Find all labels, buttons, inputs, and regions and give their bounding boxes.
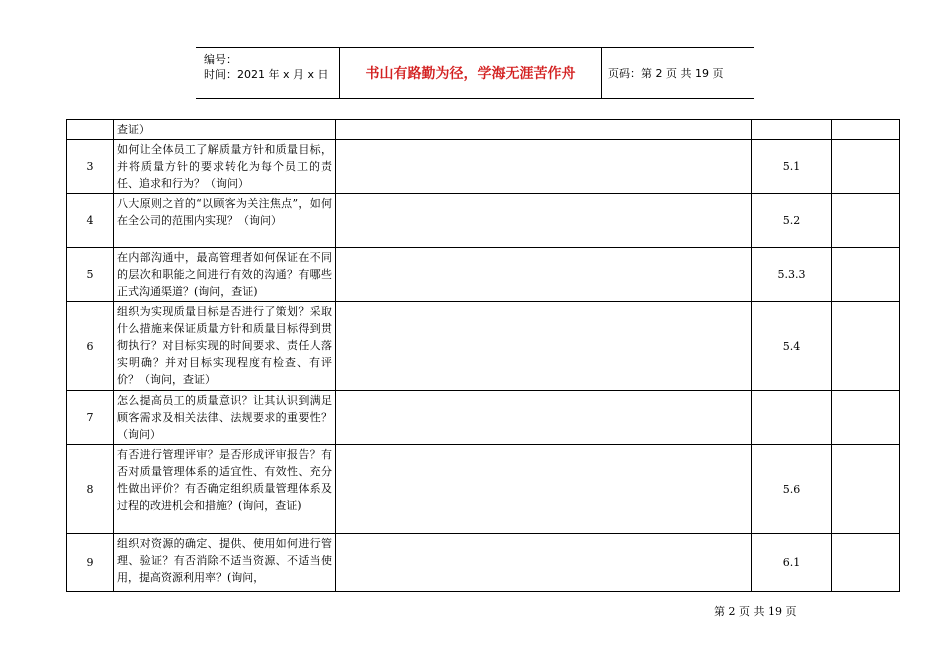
clause-cell: 5.2 bbox=[752, 194, 832, 248]
table-row bbox=[67, 445, 900, 534]
table-row bbox=[67, 120, 900, 140]
row-number bbox=[67, 120, 114, 140]
document-number: 编号： bbox=[204, 53, 237, 66]
result-cell bbox=[832, 140, 900, 194]
clause-cell bbox=[752, 120, 832, 140]
table-row bbox=[67, 140, 900, 194]
evidence-cell bbox=[336, 445, 752, 534]
question-cell: 组织对资源的确定、提供、使用如何进行管理、验证？有否消除不适当资源、不适当使用，提高资源利用率？(询问， bbox=[114, 534, 336, 592]
row-number: 4 bbox=[67, 194, 114, 248]
table-row bbox=[67, 534, 900, 592]
header-page-cell bbox=[602, 48, 754, 98]
table-row bbox=[67, 391, 900, 445]
question-cell: 有否进行管理评审？是否形成评审报告？有否对质量管理体系的适宜性、有效性、充分性做出评价？有否确定组织质量管理体系及过程的改进机会和措施？(询问，查证) bbox=[114, 445, 336, 534]
evidence-cell bbox=[336, 302, 752, 391]
page-footer: 第 2 页 共 19 页 bbox=[714, 605, 797, 618]
row-number: 3 bbox=[67, 140, 114, 194]
table-row bbox=[67, 194, 900, 248]
result-cell bbox=[832, 445, 900, 534]
row-number: 5 bbox=[67, 248, 114, 302]
table-row bbox=[67, 302, 900, 391]
evidence-cell bbox=[336, 248, 752, 302]
clause-cell: 5.1 bbox=[752, 140, 832, 194]
result-cell bbox=[832, 120, 900, 140]
clause-cell: 5.3.3 bbox=[752, 248, 832, 302]
evidence-cell bbox=[336, 534, 752, 592]
question-cell: 八大原则之首的“以顾客为关注焦点”，如何在全公司的范围内实现？（询问） bbox=[114, 194, 336, 248]
clause-cell: 6.1 bbox=[752, 534, 832, 592]
question-cell: 查证） bbox=[114, 120, 336, 140]
row-number: 6 bbox=[67, 302, 114, 391]
clause-cell: 5.4 bbox=[752, 302, 832, 391]
clause-cell bbox=[752, 391, 832, 445]
result-cell bbox=[832, 391, 900, 445]
document-header bbox=[196, 47, 754, 99]
question-cell: 组织为实现质量目标是否进行了策划？采取什么措施来保证质量方针和质量目标得到贯彻执行？对目标实现的时间要求、责任人落实明确？并对目标实现程度有检查、有评价？（询问，查证） bbox=[114, 302, 336, 391]
result-cell bbox=[832, 302, 900, 391]
audit-checklist-table bbox=[66, 119, 900, 592]
clause-cell: 5.6 bbox=[752, 445, 832, 534]
header-slogan-cell bbox=[340, 48, 602, 98]
row-number: 9 bbox=[67, 534, 114, 592]
result-cell bbox=[832, 534, 900, 592]
question-cell: 如何让全体员工了解质量方针和质量目标，并将质量方针的要求转化为每个员工的责任、追求和行为？（询问） bbox=[114, 140, 336, 194]
row-number: 7 bbox=[67, 391, 114, 445]
slogan: 书山有路勤为径，学海无涯苦作舟 bbox=[365, 66, 576, 82]
row-number: 8 bbox=[67, 445, 114, 534]
evidence-cell bbox=[336, 194, 752, 248]
result-cell bbox=[832, 194, 900, 248]
question-cell: 怎么提高员工的质量意识？让其认识到满足顾客需求及相关法律、法规要求的重要性？（询问） bbox=[114, 391, 336, 445]
page-indicator: 页码：第 2 页 共 19 页 bbox=[608, 67, 724, 80]
evidence-cell bbox=[336, 140, 752, 194]
header-info-cell bbox=[196, 48, 340, 98]
document-time: 时间：2021 年 x 月 x 日 bbox=[204, 68, 329, 81]
result-cell bbox=[832, 248, 900, 302]
evidence-cell bbox=[336, 120, 752, 140]
question-cell: 在内部沟通中，最高管理者如何保证在不同的层次和职能之间进行有效的沟通？有哪些正式沟通渠道？(询问，查证) bbox=[114, 248, 336, 302]
table-row bbox=[67, 248, 900, 302]
evidence-cell bbox=[336, 391, 752, 445]
